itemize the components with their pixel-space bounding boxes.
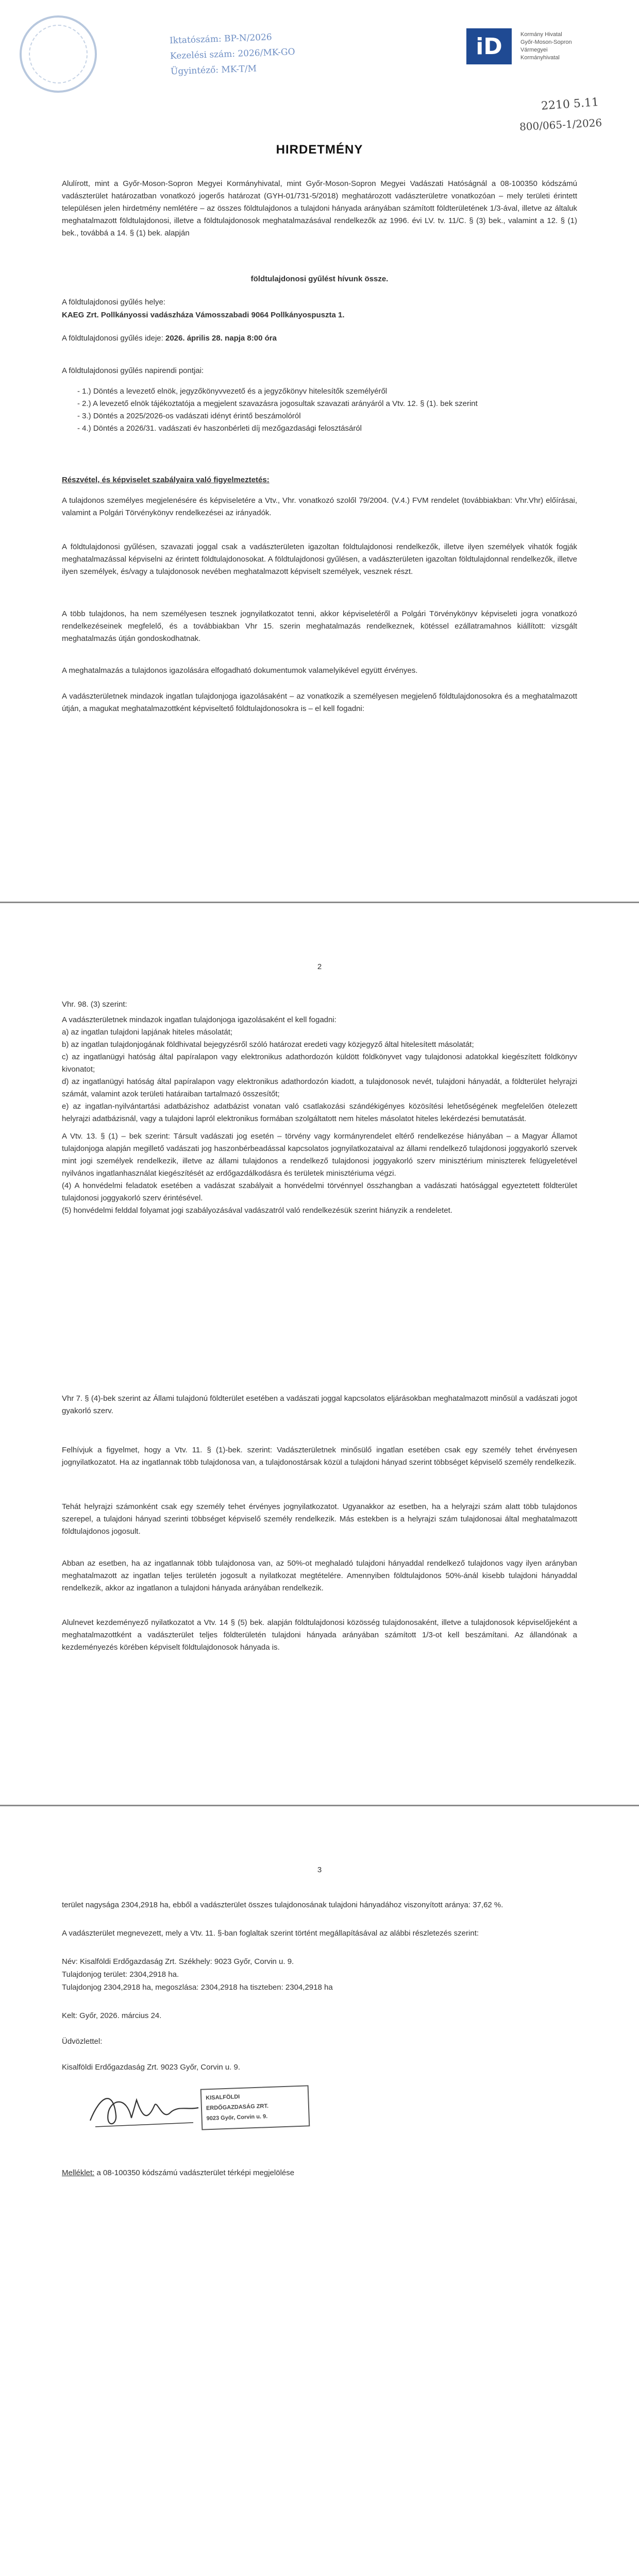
agenda-list (77, 385, 572, 435)
agenda-item: - 2.) A levezető elnök tájékoztatója a megjelent szavazásra jogosultak szavazati arányáról a Vtv. 12. § (1). bek szerint (77, 398, 572, 410)
paragraph: A vadászterületnek mindazok ingatlan tulajdonjoga igazolásaként – az vonatkozik a személyesen megjelenő földtulajdonosokra és a meghatalmazott útján, a magukat meghatalmazottként képviseltető földtulajdonosokra is – el kell fogadni: (62, 692, 577, 713)
logo-caption-line: Kormányhivatal (520, 55, 560, 61)
agenda-item: - 4.) Döntés a 2026/31. vadászati év haszonbérleti díj mezőgazdasági felosztásáról (77, 422, 572, 435)
list-item: a) az ingatlan tulajdoni lapjának hiteles másolatát; (62, 1028, 233, 1037)
handwritten-doc-id: 800/065-1/2026 (519, 116, 602, 133)
paragraph: Abban az esetben, ha az ingatlannak több tulajdonosa van, az 50%-ot meghaladó tulajdoni hányaddal rendelkező tulajdonos vagy ilyen arányban meghatalmazott az ingatlan teljes területén jogosult a nyilatkozat megtételére. Amennyiben földtulajdonos 50%-ánál kisebb tulajdoni hányaddal rendelkezik, akkor az ingatlanon a tulajdoni hányada arányában rendelkezik. (62, 1559, 577, 1592)
official-seal-stamp (20, 15, 97, 93)
date-label: A földtulajdonosi gyűlés ideje: (62, 334, 163, 343)
logo-caption-line: Kormány Hivatal (520, 31, 562, 38)
document-page-2 (0, 903, 639, 1805)
list-item: b) az ingatlan tulajdonjogának földhivatal bejegyzésről szóló határozat eredeti vagy közjegyző által hitelesített másolatát; (62, 1040, 474, 1049)
paragraph: Tulajdonjog terület: 2304,2918 ha. (62, 1970, 179, 1979)
page-number: 3 (317, 1866, 322, 1874)
paragraph: terület nagysága 2304,2918 ha, ebből a vadászterület összes tulajdonosának tulajdoni hányadához viszonyított aránya: 37,62 %. (62, 1901, 503, 1909)
paragraph: Név: Kisalföldi Erdőgazdaság Zrt. Székhely: 9023 Győr, Corvin u. 9. (62, 1957, 294, 1966)
list-item: d) az ingatlanügyi hatóság által papíralapon vagy elektronikus adathordozón kiadott, a tulajdonosok nevét, tulajdoni hányadát, a földterület helyrajzi számát, valamint azok területi határaiban tartalmazó összesítőt; (62, 1077, 577, 1098)
item-list (62, 1014, 577, 1217)
venue-label: A földtulajdonosi gyűlés helye: (62, 298, 165, 307)
section-title: Részvétel, és képviselet szabályaira való figyelmeztetés: (62, 476, 270, 484)
registry-stamp-line: Kezelési szám: 2026/MK-GO (170, 46, 295, 62)
paragraph: A vadászterület megnevezett, mely a Vtv. 11. §-ban foglaltak szerint történt megállapításával az alábbi részletezés szerint: (62, 1929, 479, 1938)
handwritten-number: 2210 5.11 (541, 96, 599, 113)
paragraph: A több tulajdonos, ha nem személyesen tesznek jognyilatkozatot tenni, akkor képviseletéről a Polgári Törvénykönyv képviseleti jogra vonatkozó rendelkezéseinek megfelelő, és a továbbiakban Vhr 15. szerin meghatalmazás rendelkeznek, kötéssel ezállatramahnos kiállított: vizsgált meghatalmazás útján gondoskodhatnak. (62, 609, 577, 643)
signature (85, 2084, 204, 2133)
agenda-item: - 3.) Döntés a 2025/2026-os vadászati idényt érintő beszámolóról (77, 410, 572, 422)
paragraph: A meghatalmazás a tulajdonos igazolására elfogadható dokumentumok valamelyikével együtt érvényes. (62, 666, 418, 675)
company-stamp-line: KISALFÖLDI (206, 2094, 240, 2102)
document-page-3 (0, 1806, 639, 2576)
signoff: Üdvözlettel: (62, 2037, 103, 2046)
annex-text: a 08-100350 kódszámú vadászterület térképi megjelölése (96, 2168, 295, 2177)
organization-name: Kisalföldi Erdőgazdaság Zrt. 9023 Győr, Corvin u. 9. (62, 2063, 241, 2072)
company-stamp-line: 9023 Győr, Corvin u. 9. (206, 2113, 268, 2122)
meeting-date: 2026. április 28. napja 8:00 óra (165, 334, 277, 343)
annex-label: Melléklet: (62, 2168, 95, 2177)
logo-caption (520, 31, 613, 62)
paragraph: Vhr. 98. (3) szerint: (62, 1000, 127, 1009)
paragraph: Alulnevet kezdeményező nyilatkozatot a Vtv. 14 § (5) bek. alapján földtulajdonosi közösség tulajdonosaként, illetve a tulajdonosok képviselőjeként a meghatalmazottként a vadászterület teljes földterületén tulajdoni hányada arányában számított 1/3-ot kell beszámítani. Az állandónak a kezdeményezés körében képviselt földtulajdonosok hányada is. (62, 1618, 577, 1652)
list-item: e) az ingatlan-nyilvántartási adatbázishoz adatbázist vonatan való csatlakozási szándékigényes közösítési lehetőségének megfelelően ötelezett helyrajzi adatbázisnál, vagy a tulajdoni lapról elektronikus formában szolgáltatott nem hiteles másolatot hiteles lekérdezési bemutatását. (62, 1102, 577, 1123)
intro-paragraph: Alulírott, mint a Győr-Moson-Sopron Megyei Kormányhivatal, mint Győr-Moson-Sopron Megyei Vadászati Hatóságnál a 08-100350 kódszámú vadászterület határozatban vonatkozó jogerős határozat (GYH-01/731-5/2018) meghatározott vadászterületre vonatkozóan – mely területi érintett településen jelen hirdetmény nemlétére – az összes földtulajdonos a tulajdoni hányada arányában számított földterületének 1/3-ával, illetve az általuk meghatalmazott földtulajdonosi, illetve a földtulajdonosok meghatalmazásával rendelkezők az 1996. évi LV. tv. 11/C. § (3) bek., valamint a 12. § (1) bek., továbbá a 14. § (1) bek. alapján (62, 179, 577, 238)
page-number: 2 (317, 962, 322, 971)
list-item: A Vtv. 13. § (1) – bek szerint: Társult vadászati jog esetén – törvény vagy kormányrendelet eltérő rendelkezése hiányában – a Magyar Államot tulajdonjoga alapján megillető vadászati jog haszonbérbeadással kapcsolatos jognyilatkozataival az állami rendelkező tulajdonosi joggyakorló szervek mint jogi személyek rendelkezik, illetve az állami tulajdonos a rendelkező tulajdonosi joggyakorló szerv minisztérium miniszterek felügyeletével nyilvános ingatlanhasználat kiegészítését az erdőgazdálkodásra és területek minisztériuma végzi. (62, 1132, 577, 1178)
document-page-1 (0, 0, 639, 902)
id-logo: iD (466, 28, 512, 64)
paragraph: Tulajdonjog 2304,2918 ha, megoszlása: 2304,2918 ha tiszteben: 2304,2918 ha (62, 1983, 333, 1992)
place-date: Kelt: Győr, 2026. március 24. (62, 2011, 162, 2020)
date-row (62, 332, 577, 345)
company-stamp-line: ERDŐGAZDASÁG ZRT. (206, 2103, 269, 2112)
paragraph: A tulajdonos személyes megjelenésére és képviseletére a Vtv., Vhr. vonatkozó szolől 79/2004. (V.4.) FVM rendelet (továbbiakban: Vhr.Vhr) előírásai, valamint a Polgári Törvénykönyv rendelkezései az irányadók. (62, 496, 577, 517)
venue: KAEG Zrt. Pollkányossi vadászháza Vámosszabadi 9064 Pollkányospuszta 1. (62, 311, 345, 319)
paragraph: Vhr 7. § (4)-bek szerint az Állami tulajdonú földterület esetében a vadászati joggal kapcsolatos eljárásokban meghatalmazott minősül a vadászati jogot gyakorló szerv. (62, 1394, 577, 1415)
agenda-item: - 1.) Döntés a levezető elnök, jegyzőkönyvvezető és a jegyzőkönyv hitelesítők személyéről (77, 385, 572, 398)
list-item: A vadászterületnek mindazok ingatlan tulajdonjoga igazolásaként el kell fogadni: (62, 1015, 337, 1024)
list-item: c) az ingatlanügyi hatóság által papíralapon vagy elektronikus adathordozón küldött földkönyvet vagy tulajdonosi adatokkal kiegészített földkönyv kivonatot; (62, 1053, 577, 1074)
list-item: (5) honvédelmi felddal folyamat jogi szabályozásával vadászatról való rendelkezésük szerint hiányzik a rendeletet. (62, 1206, 452, 1215)
company-stamp (200, 2085, 310, 2130)
logo-caption-line: Győr-Moson-Sopron (520, 39, 572, 45)
agenda-label: A földtulajdonosi gyűlés napirendi pontjai: (62, 366, 204, 375)
registry-stamp (170, 29, 296, 79)
registry-stamp-line: Iktatószám: BP-N/2026 (169, 32, 272, 46)
list-item: (4) A honvédelmi feladatok esetében a vadászat szabályait a honvédelmi törvénnyel összhangban a vadászati hatósággal egyeztetett földterület tulajdonosi joggyakorló szerv érintésével. (62, 1181, 577, 1202)
annex-row (62, 2167, 577, 2179)
convening-statement: földtulajdonosi gyűlést hívunk össze. (250, 275, 389, 283)
paragraph: Felhívjuk a figyelmet, hogy a Vtv. 11. § (1)-bek. szerint: Vadászterületnek minősülő ingatlan esetében csak egy személy tehet érvényesen jognyilatkozatot. Ha az ingatlannak több tulajdonosa van, a tulajdonostársak közül a tulajdoni hányad szerint többséget képviselő személy rendelkezik. (62, 1446, 577, 1467)
document-title: HIRDETMÉNY (276, 143, 363, 157)
paragraph: Tehát helyrajzi számonként csak egy személy tehet érvényes jognyilatkozatot. Ugyanakkor az esetben, ha a helyrajzi szám alatt több tulajdonos szerepel, a tulajdoni hányad szerinti többséget képviselő személy rendelkezik. Más estekben is a helyrajzi szám tulajdonosai által meghatalmazott földtulajdonos jogosult. (62, 1502, 577, 1536)
registry-stamp-line: Ügyintéző: MK-T/M (170, 63, 257, 77)
logo-caption-line: Vármegyei (520, 47, 548, 53)
paragraph: A földtulajdonosi gyűlésen, szavazati joggal csak a vadászterületen igazoltan földtulajdonosi rendelkezők, illetve ilyen személyek vihatók fogják meghatalmazással képviselni az érintett földtulajdonosokat. A földtulajdonosi gyűlésen, a vadászterületen igazoltan földtulajdonnal rendelkezők, illetve ilyen személyek, és/vagy a tulajdonosok nevében meghatalmazott képviselt személyek, vesznek részt. (62, 543, 577, 576)
